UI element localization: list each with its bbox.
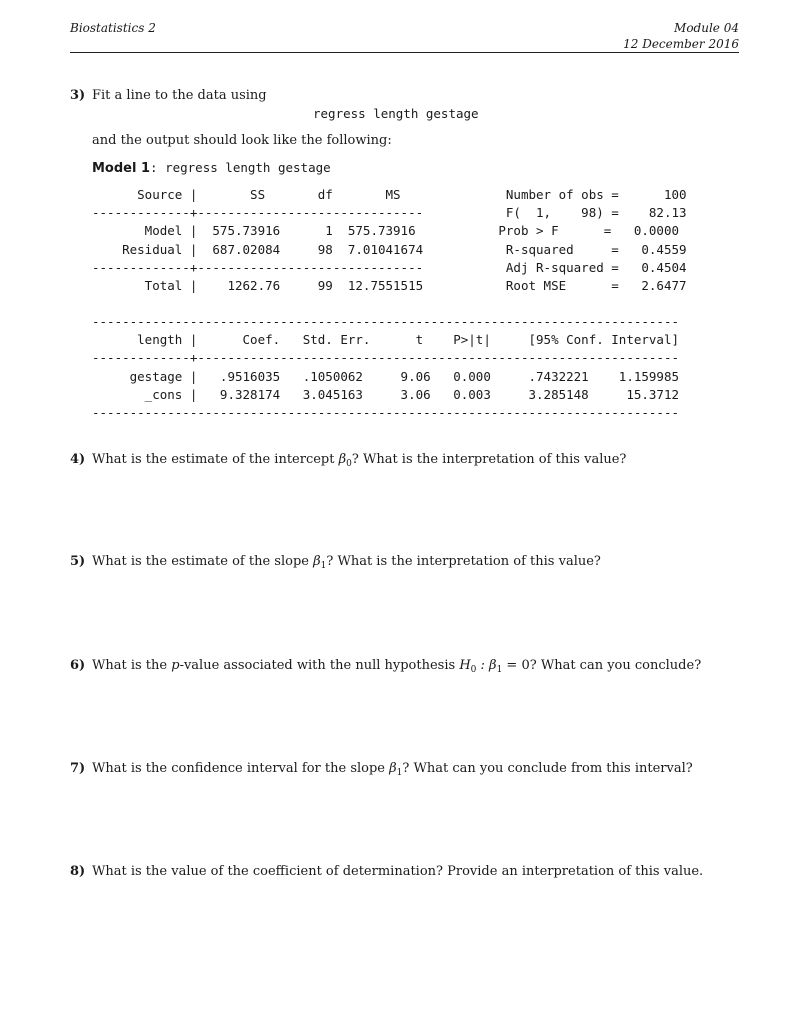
anova-table [92, 186, 687, 295]
module-info [623, 20, 739, 52]
beta-subscript: 0 [346, 459, 352, 469]
hypothesis-equals: = 0 [502, 658, 530, 673]
question-6 [70, 657, 701, 679]
anova-row: -------------+------------------------------ Adj R-squared = 0.4504 [92, 259, 687, 275]
anova-row: Residual | 687.02084 98 7.01041674 R-squared = 0.4559 [92, 241, 687, 257]
question-7 [70, 760, 693, 782]
hypothesis-h: H [459, 658, 471, 673]
question-text: What is the value of the coefficient of determination? Provide an interpretation of this value. [92, 864, 704, 879]
question-number: 5) [70, 554, 86, 569]
question-text: What is the estimate of the intercept [92, 452, 339, 467]
followup-text: and the output should look like the following: [92, 133, 392, 148]
anova-row: -------------+------------------------------ F( 1, 98) = 82.13 [92, 205, 687, 221]
question-number: 8) [70, 864, 86, 879]
question-number: 7) [70, 761, 86, 776]
beta-symbol: β [389, 761, 397, 776]
p-italic: p [171, 658, 180, 673]
header-divider [70, 52, 739, 53]
coef-row: ------------------------------------------------------------------------------ [92, 314, 679, 329]
question-5 [70, 553, 601, 575]
beta-subscript: 1 [496, 665, 503, 675]
question-8 [70, 863, 703, 881]
model-command: : regress length gestage [150, 160, 331, 175]
question-text-end: ? What is the interpretation of this value? [351, 452, 627, 467]
model-heading [92, 159, 331, 178]
regress-command: regress length gestage [313, 106, 479, 121]
question-number: 3) [70, 88, 86, 103]
module-number: Module 04 [674, 21, 739, 35]
question-text: What is the [92, 658, 172, 673]
question-text-end: ? What can you conclude from this interval? [402, 761, 693, 776]
hypothesis-beta: : β [476, 658, 497, 673]
question-text: Fit a line to the data using [92, 88, 267, 103]
coef-row: ------------------------------------------------------------------------------ [92, 405, 679, 421]
beta-subscript: 1 [320, 561, 327, 571]
question-text: What is the confidence interval for the slope [92, 761, 390, 776]
question-4 [70, 451, 626, 473]
anova-row: Model | 575.73916 1 575.73916 Prob > F = 0.0000 [92, 223, 679, 239]
question-text-mid: -value associated with the null hypothesis [179, 658, 460, 673]
anova-row: Total | 1262.76 99 12.7551515 Root MSE = 2.6477 [92, 278, 687, 294]
module-date: 12 December 2016 [623, 37, 739, 51]
question-text: What is the estimate of the slope [92, 554, 314, 569]
beta-symbol: β [338, 452, 347, 467]
coef-row: gestage | .9516035 .1050062 9.06 0.000 .7432221 1.159985 [92, 368, 679, 384]
hypothesis-subscript: 0 [470, 665, 477, 675]
question-text-end: ? What is the interpretation of this value? [326, 554, 601, 569]
course-title: Biostatistics 2 [70, 21, 156, 35]
question-number: 6) [70, 658, 86, 673]
question-text-end: ? What can you conclude? [529, 658, 702, 673]
beta-symbol: β [313, 554, 321, 569]
coef-row: _cons | 9.328174 3.045163 3.06 0.003 3.285148 15.3712 [92, 386, 679, 402]
coefficient-table [92, 313, 679, 422]
anova-row: Source | SS df MS Number of obs = 100 [92, 187, 687, 202]
model-label: Model 1 [92, 161, 151, 176]
question-3 [70, 87, 267, 105]
coef-row: length | Coef. Std. Err. t P>|t| [95% Conf. Interval] [92, 332, 679, 348]
beta-subscript: 1 [396, 768, 403, 778]
coef-row: -------------+---------------------------------------------------------------- [92, 350, 679, 366]
question-number: 4) [70, 452, 86, 467]
